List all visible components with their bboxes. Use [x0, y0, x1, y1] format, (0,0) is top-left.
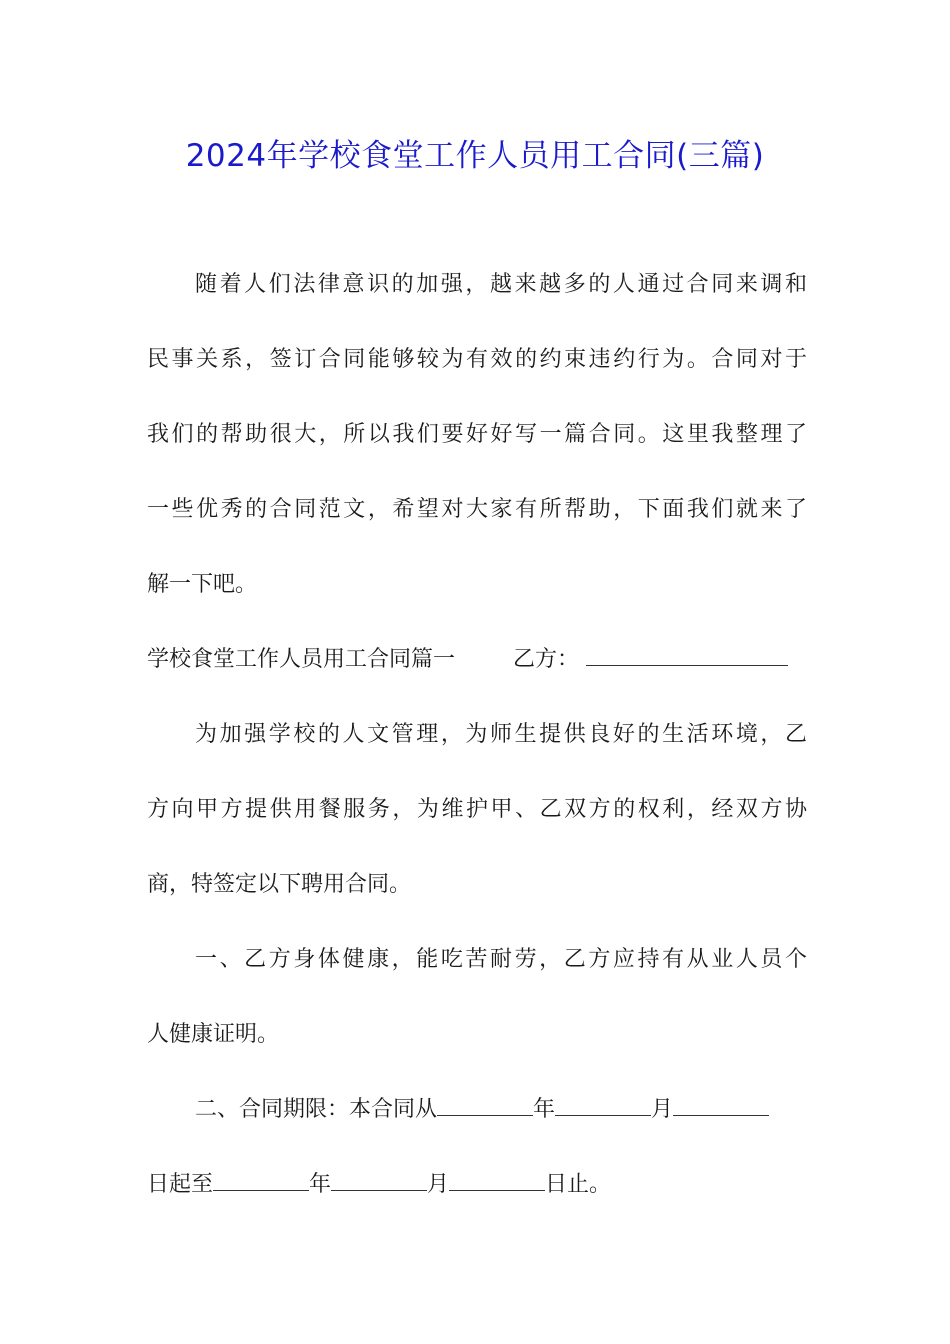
intro-line-4: 一些优秀的合同范文，希望对大家有所帮助，下面我们就来了 — [147, 497, 807, 522]
start-month-blank — [555, 1095, 651, 1116]
para1-line-2: 方向甲方提供用餐服务，为维护甲、乙双方的权利，经双方协 — [147, 797, 807, 822]
clause2-prefix: 二、合同期限：本合同从 — [195, 1097, 438, 1122]
clause2-line-1 — [195, 1095, 815, 1125]
intro-line-2: 民事关系，签订合同能够较为有效的约束违约行为。合同对于 — [147, 347, 807, 372]
document-title: 2024年学校食堂工作人员用工合同(三篇) — [185, 138, 765, 174]
clause1-line-2: 人健康证明。 — [147, 1022, 280, 1047]
end-day-blank — [449, 1170, 545, 1191]
start-year-blank — [437, 1095, 533, 1116]
clause1-line-1: 一、乙方身体健康，能吃苦耐劳，乙方应持有从业人员个 — [195, 947, 807, 972]
party-b-label: 乙方： — [513, 647, 580, 672]
para1-line-3: 商，特签定以下聘用合同。 — [147, 872, 412, 897]
intro-line-3: 我们的帮助很大，所以我们要好好写一篇合同。这里我整理了 — [147, 422, 807, 447]
clause2-line-2 — [147, 1170, 807, 1200]
intro-line-1: 随着人们法律意识的加强，越来越多的人通过合同来调和 — [195, 272, 807, 297]
section-heading: 学校食堂工作人员用工合同篇一 — [147, 647, 456, 672]
para1-line-1: 为加强学校的人文管理，为师生提供良好的生活环境，乙 — [195, 722, 807, 747]
party-b-blank — [586, 645, 788, 666]
start-day-blank — [673, 1095, 769, 1116]
end-month-label: 月 — [427, 1172, 450, 1197]
day-from-label: 日起至 — [147, 1172, 214, 1197]
end-month-blank — [331, 1170, 427, 1191]
month-label: 月 — [651, 1097, 674, 1122]
section-heading-row — [147, 645, 807, 675]
end-year-blank — [213, 1170, 309, 1191]
year-label: 年 — [533, 1097, 556, 1122]
day-to-label: 日止。 — [545, 1172, 612, 1197]
intro-line-5: 解一下吧。 — [147, 572, 258, 597]
end-year-label: 年 — [309, 1172, 332, 1197]
